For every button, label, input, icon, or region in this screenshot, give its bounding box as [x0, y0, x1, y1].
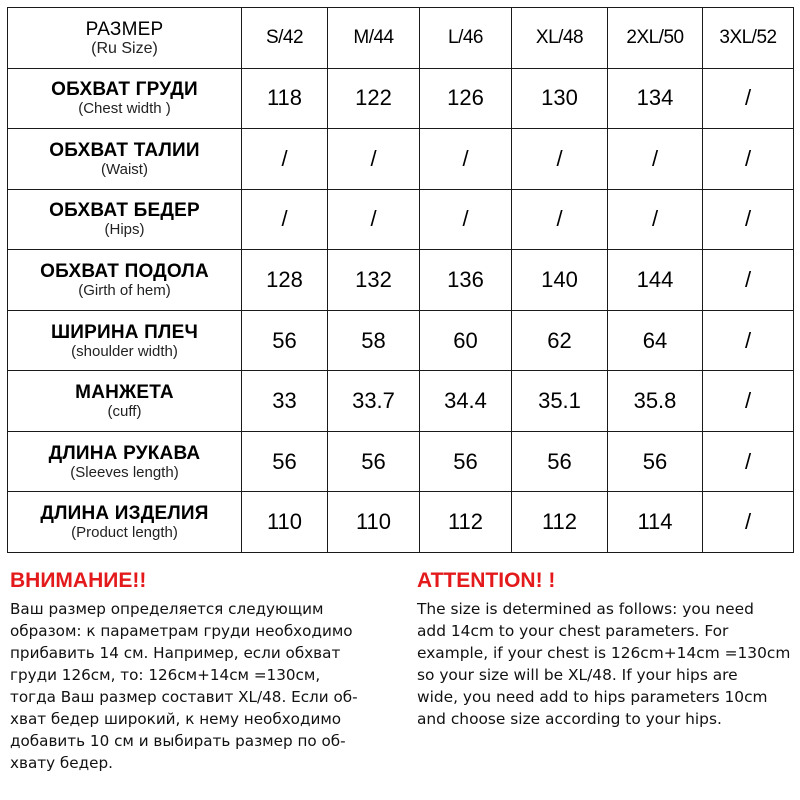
measurement-value-cell: 112: [420, 492, 512, 553]
row-label-ru: ОБХВАТ БЕДЕР: [49, 200, 200, 222]
measurement-value-cell: /: [242, 129, 328, 190]
row-label-ru: ДЛИНА РУКАВА: [48, 442, 201, 464]
measurement-value-cell: /: [512, 189, 608, 250]
notice-en-title: ATTENTION! !: [417, 569, 556, 592]
measurement-value-cell: 114: [608, 492, 703, 553]
measurement-row: [8, 431, 794, 492]
measurement-value-cell: 62: [512, 310, 608, 371]
measurement-row: [8, 189, 794, 250]
header-row: [8, 8, 794, 69]
row-label-en: (Product length): [71, 524, 178, 542]
measurement-row: [8, 68, 794, 129]
measurement-value-cell: /: [703, 371, 794, 432]
row-label-ru: МАНЖЕТА: [75, 382, 174, 404]
measurement-value-cell: 33: [242, 371, 328, 432]
size-header-2xl: 2XL/50: [608, 8, 703, 69]
notice-english: [417, 568, 800, 730]
row-label-en: (cuff): [107, 403, 142, 421]
notice-ru-title: ВНИМАНИЕ!!: [10, 569, 147, 592]
measurement-value-cell: 144: [608, 250, 703, 311]
header-label-cell: [8, 8, 242, 69]
measurement-value-cell: /: [328, 189, 420, 250]
row-label-cell: [8, 310, 242, 371]
row-label-ru: ОБХВАТ ГРУДИ: [51, 79, 198, 101]
measurement-value-cell: 134: [608, 68, 703, 129]
size-chart-table: [7, 7, 794, 553]
row-label-ru: ОБХВАТ ПОДОЛА: [40, 260, 209, 282]
measurement-value-cell: /: [512, 129, 608, 190]
measurement-row: [8, 371, 794, 432]
measurement-value-cell: 35.8: [608, 371, 703, 432]
notice-en-text: The size is determined as follows: you need add 14cm to your chest parameters. For example, if your chest is 126cm+14cm =130cm so your size will be XL/48. If your hips are wide, you need add to hips parameters 10cm and choose size according to your hips.: [417, 600, 791, 728]
measurement-value-cell: /: [703, 250, 794, 311]
measurement-value-cell: /: [608, 189, 703, 250]
measurement-value-cell: /: [242, 189, 328, 250]
measurement-value-cell: 122: [328, 68, 420, 129]
measurement-value-cell: /: [608, 129, 703, 190]
size-header-s: S/42: [242, 8, 328, 69]
measurement-value-cell: 58: [328, 310, 420, 371]
measurement-value-cell: /: [703, 310, 794, 371]
measurement-value-cell: 130: [512, 68, 608, 129]
row-label-cell: [8, 371, 242, 432]
measurement-value-cell: 56: [420, 431, 512, 492]
measurement-value-cell: 56: [328, 431, 420, 492]
measurement-value-cell: 35.1: [512, 371, 608, 432]
row-label-en: (Sleeves length): [70, 463, 179, 481]
measurement-value-cell: 126: [420, 68, 512, 129]
measurement-value-cell: 33.7: [328, 371, 420, 432]
measurement-row: [8, 250, 794, 311]
row-label-cell: [8, 250, 242, 311]
measurement-value-cell: 112: [512, 492, 608, 553]
measurement-value-cell: 118: [242, 68, 328, 129]
measurement-value-cell: 132: [328, 250, 420, 311]
notice-russian: [10, 568, 405, 774]
measurement-row: [8, 492, 794, 553]
measurement-value-cell: 64: [608, 310, 703, 371]
row-label-ru: ШИРИНА ПЛЕЧ: [50, 321, 198, 343]
measurement-value-cell: 110: [328, 492, 420, 553]
row-label-en: (Girth of hem): [78, 281, 171, 299]
row-label-cell: [8, 68, 242, 129]
measurement-value-cell: 56: [242, 431, 328, 492]
measurement-value-cell: 60: [420, 310, 512, 371]
measurement-value-cell: /: [703, 492, 794, 553]
measurement-value-cell: 56: [512, 431, 608, 492]
measurement-value-cell: /: [703, 68, 794, 129]
row-label-ru: ОБХВАТ ТАЛИИ: [49, 139, 200, 161]
measurement-value-cell: 56: [608, 431, 703, 492]
measurement-value-cell: 136: [420, 250, 512, 311]
measurement-value-cell: /: [703, 431, 794, 492]
size-chart-body: [8, 8, 794, 553]
notice-ru-text: Ваш размер определяется следующим образом: к параметрам груди необходимо прибавить 14 см. Например, если обхват груди 126см, то: 126см+14см =130см, тогда Ваш размер составит XL/48. Если об- хват бедер широкий, к нему необходимо добавить 10 см и выбирать размер по об- хвату бедер.: [10, 600, 358, 772]
measurement-row: [8, 129, 794, 190]
measurement-value-cell: /: [420, 129, 512, 190]
measurement-value-cell: /: [703, 189, 794, 250]
measurement-value-cell: /: [328, 129, 420, 190]
measurement-value-cell: /: [420, 189, 512, 250]
measurement-value-cell: 110: [242, 492, 328, 553]
row-label-ru: ДЛИНА ИЗДЕЛИЯ: [40, 503, 209, 525]
size-header-xl: XL/48: [512, 8, 608, 69]
row-label-cell: [8, 492, 242, 553]
row-label-en: (Waist): [101, 160, 148, 178]
measurement-value-cell: 128: [242, 250, 328, 311]
size-header-m: M/44: [328, 8, 420, 69]
row-label-cell: [8, 431, 242, 492]
row-label-cell: [8, 129, 242, 190]
measurement-row: [8, 310, 794, 371]
row-label-en: (shoulder width): [71, 342, 178, 360]
header-label-ru: РАЗМЕР: [85, 18, 164, 40]
row-label-cell: [8, 189, 242, 250]
measurement-value-cell: 56: [242, 310, 328, 371]
size-header-l: L/46: [420, 8, 512, 69]
row-label-en: (Hips): [104, 221, 145, 239]
size-header-3xl: 3XL/52: [703, 8, 794, 69]
measurement-value-cell: 34.4: [420, 371, 512, 432]
measurement-value-cell: /: [703, 129, 794, 190]
row-label-en: (Chest width ): [78, 100, 171, 118]
header-label-en: (Ru Size): [91, 39, 158, 57]
measurement-value-cell: 140: [512, 250, 608, 311]
